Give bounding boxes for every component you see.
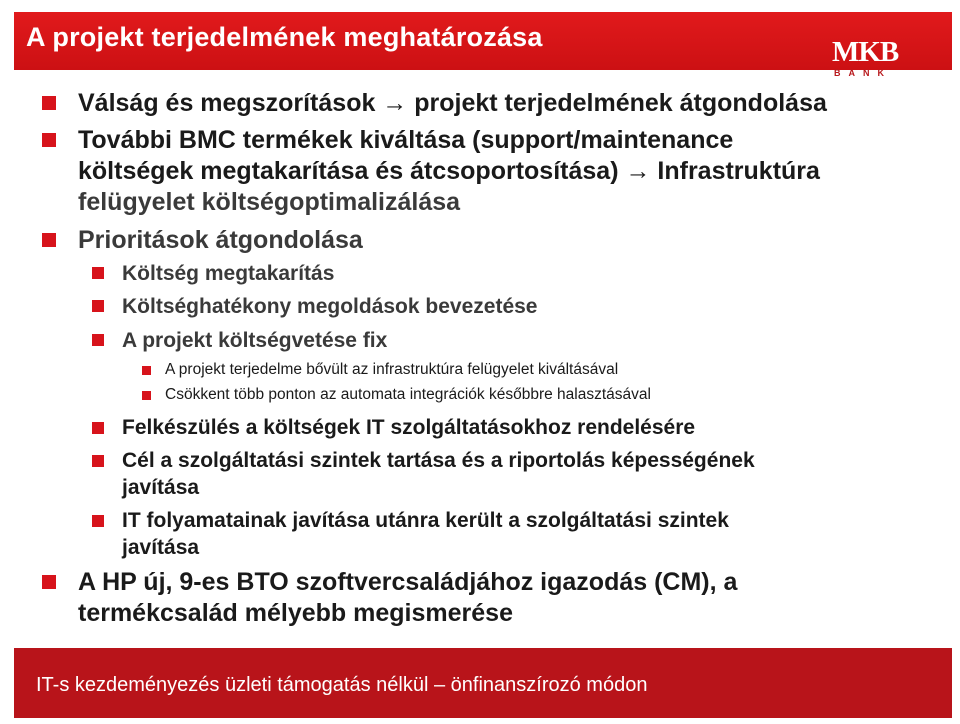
logo-wordmark: MKB (832, 36, 899, 68)
slide-title: A projekt terjedelmének meghatározása (26, 22, 543, 52)
bullet-hp-bto-line1: A HP új, 9-es BTO szoftvercsaládjához igazodás (CM), a (78, 568, 738, 596)
square-bullet-icon (92, 267, 104, 279)
sub-bullet-cost-allocation: Felkészülés a költségek IT szolgáltatásokhoz rendelésére (122, 416, 696, 439)
square-bullet-icon (142, 366, 151, 375)
sub-bullet-cost-saving: Költség megtakarítás (122, 262, 335, 285)
square-bullet-icon (42, 96, 56, 110)
logo-subtext: BANK (834, 68, 892, 78)
sub-sub-bullet-scope-extended: A projekt terjedelme bővült az infrastruktúra felügyelet kiváltásával (165, 361, 619, 378)
square-bullet-icon (92, 300, 104, 312)
square-bullet-icon (42, 233, 56, 247)
sub-bullet-budget-fixed: A projekt költségvetése fix (122, 329, 388, 352)
square-bullet-icon (142, 391, 151, 400)
sub-bullet-it-processes-line2: javítása (122, 536, 200, 559)
bullet-bmc-line1: További BMC termékek kiváltása (support/maintenance (78, 126, 734, 154)
square-bullet-icon (92, 422, 104, 434)
footer-bar (14, 648, 952, 718)
bullet-crisis: Válság és megszorítások → projekt terjedelmének átgondolása (78, 89, 827, 117)
square-bullet-icon (92, 455, 104, 467)
square-bullet-icon (92, 515, 104, 527)
square-bullet-icon (92, 334, 104, 346)
bullet-bmc-line2: költségek megtakarítása és átcsoportosítása) → Infrastruktúra (78, 157, 820, 185)
sub-bullet-service-levels-line1: Cél a szolgáltatási szintek tartása és a riportolás képességének (122, 449, 755, 472)
square-bullet-icon (42, 133, 56, 147)
sub-bullet-it-processes-line1: IT folyamatainak javítása utánra került a szolgáltatási szintek (122, 509, 729, 532)
square-bullet-icon (42, 575, 56, 589)
sub-sub-bullet-integrations-postponed: Csökkent több ponton az automata integrációk későbbre halasztásával (165, 386, 651, 403)
footer-message: IT-s kezdeményezés üzleti támogatás nélkül – önfinanszírozó módon (36, 674, 648, 696)
mkb-bank-logo (818, 36, 918, 80)
sub-bullet-service-levels-line2: javítása (122, 476, 200, 499)
sub-bullet-cost-effective: Költséghatékony megoldások bevezetése (122, 295, 538, 318)
bullet-bmc-line3: felügyelet költségoptimalizálása (78, 188, 461, 216)
bullet-hp-bto-line2: termékcsalád mélyebb megismerése (78, 599, 513, 627)
bullet-priorities: Prioritások átgondolása (78, 226, 363, 254)
